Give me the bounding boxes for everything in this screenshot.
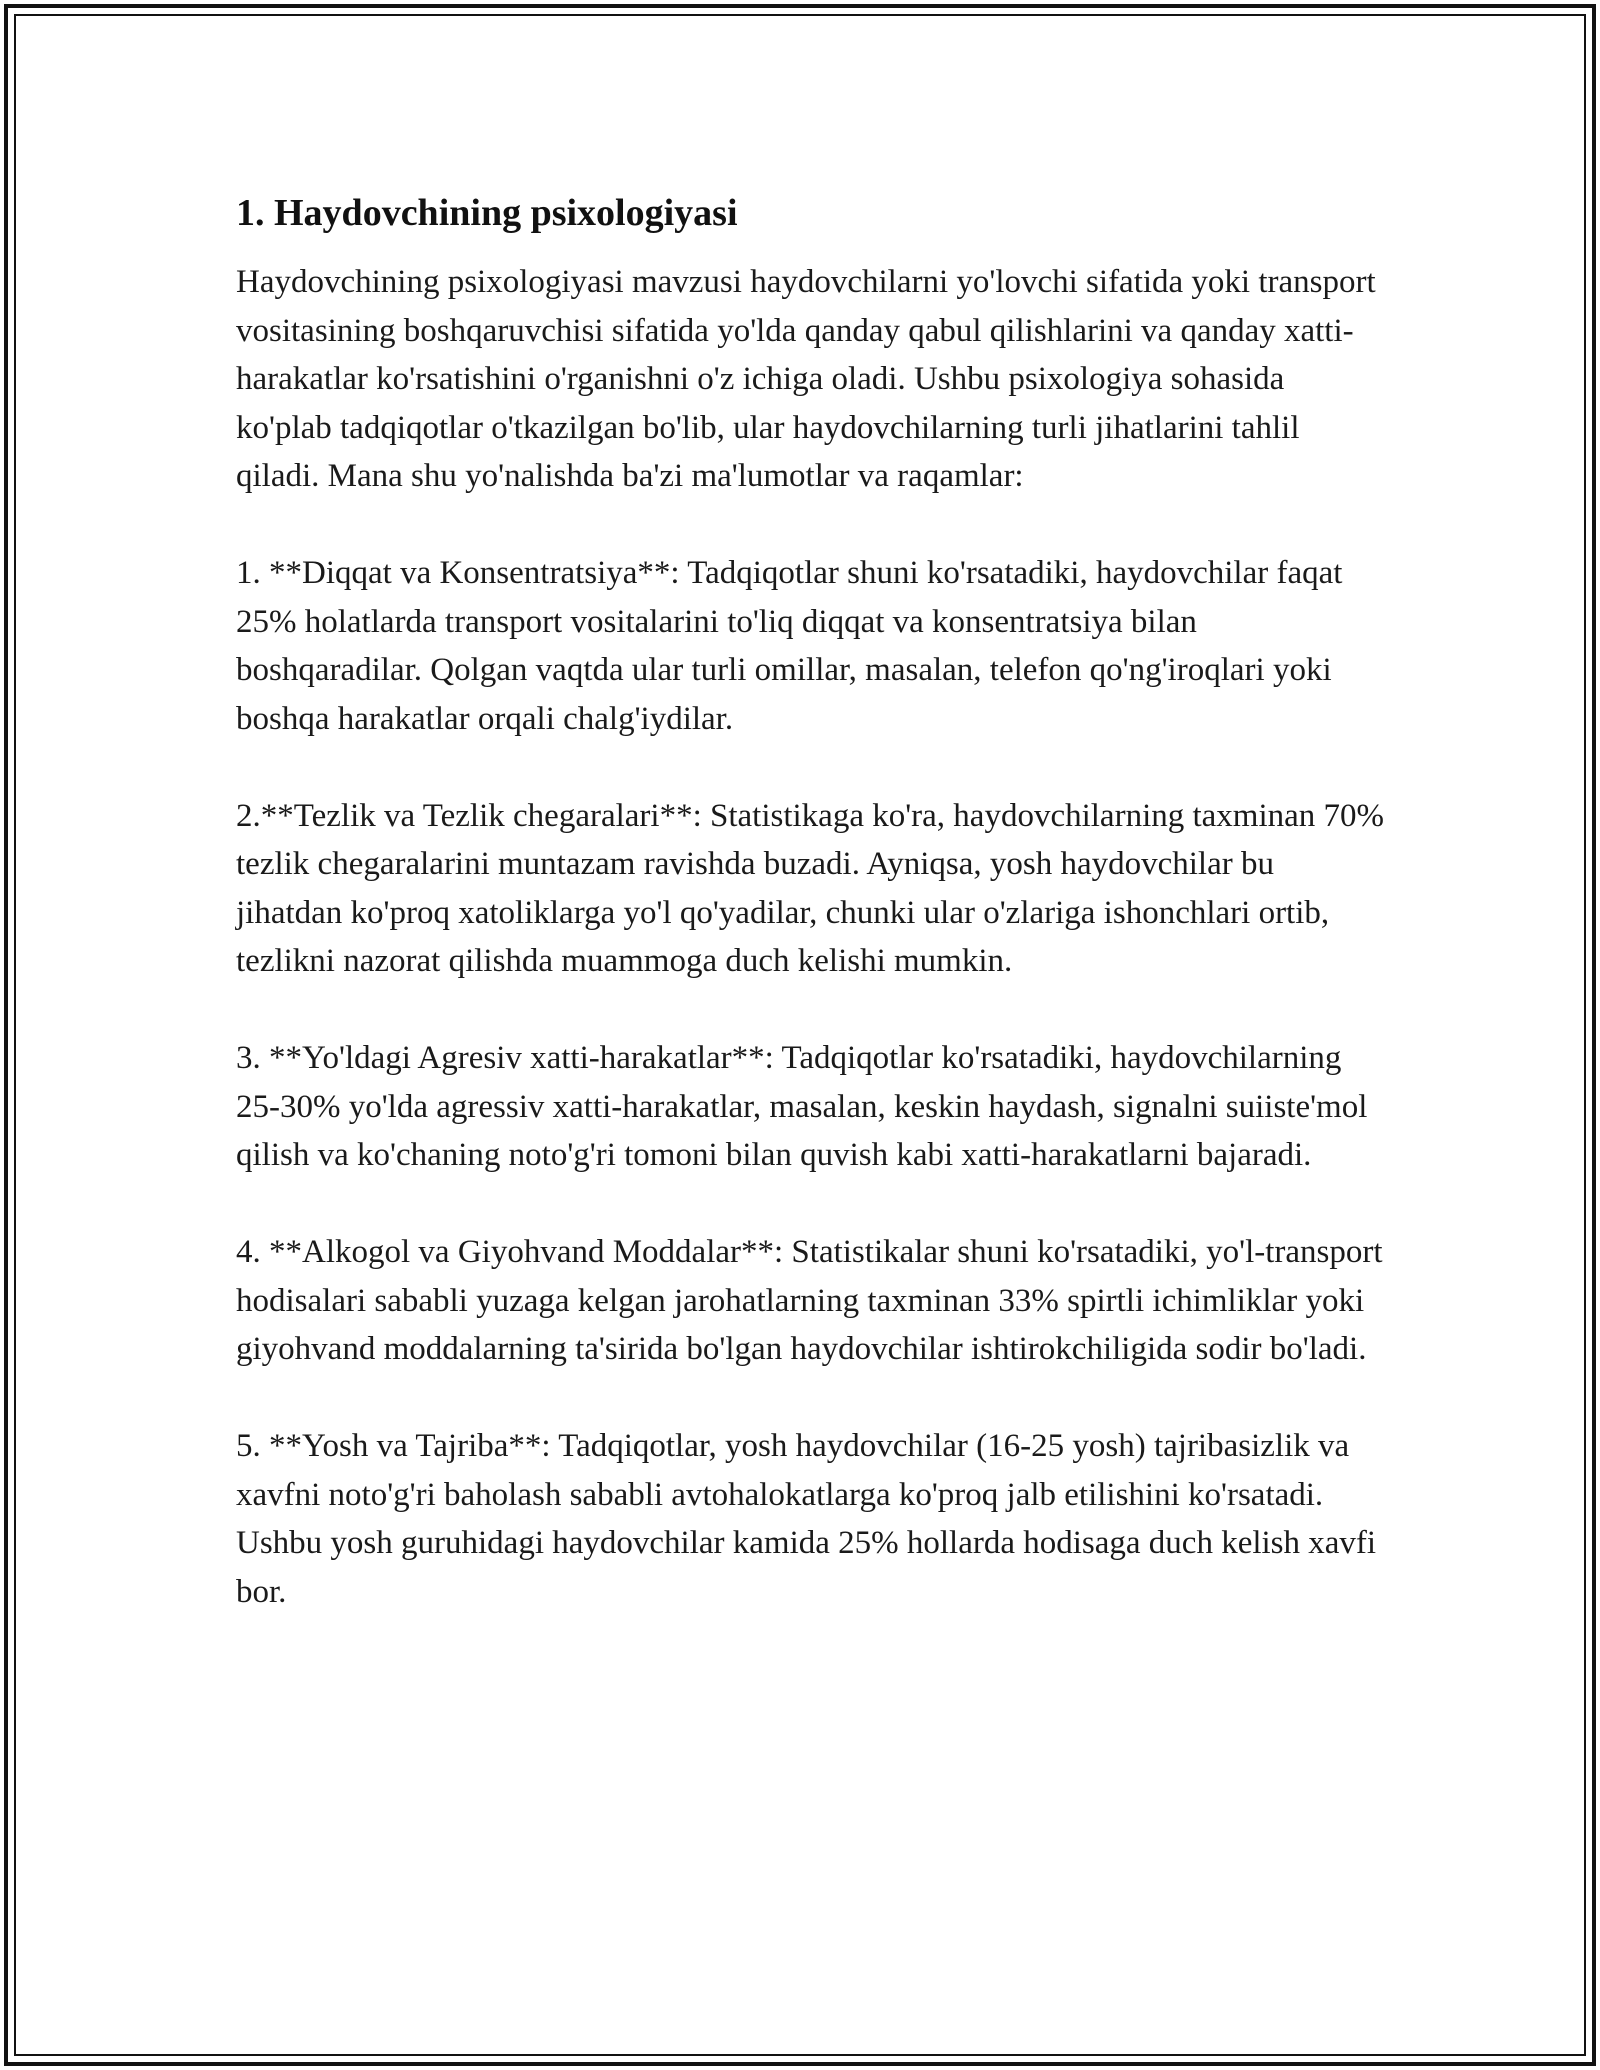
list-item-attention: 1. **Diqqat va Konsentratsiya**: Tadqiqotlar shuni ko'rsatadiki, haydovchilar faqat 25% holatlarda transport vositalarini to'liq diqqat va konsentratsiya bilan boshqaradilar. Qolgan vaqtda ular turli omillar, masalan, telefon qo'ng'iroqlari yoki boshqa harakatlar orqali chalg'iydilar. [236,555,1343,737]
list-item-speed: 2.**Tezlik va Tezlik chegaralari**: Statistikaga ko'ra, haydovchilarning taxminan 70% tezlik chegaralarini muntazam ravishda buzadi. Ayniqsa, yosh haydovchilar bu jihatdan ko'proq xatoliklarga yo'l qo'yadilar, chunki ular o'zlariga ishonchlari ortib, tezlikni nazorat qilishda muammoga duch kelishi mumkin. [236,797,1385,979]
section-heading: 1. Haydovchining psixologiyasi [236,192,738,234]
document-body [236,190,1386,1616]
list-item-aggression: 3. **Yo'ldagi Agresiv xatti-harakatlar**: Tadqiqotlar ko'rsatadiki, haydovchilarning 25-30% yo'lda agressiv xatti-harakatlar, masalan, keskin haydash, signalni suiiste'mol qilish va ko'chaning noto'g'ri tomoni bilan quvish kabi xatti-harakatlarni bajaradi. [236,1040,1368,1173]
list-item-age-experience: 5. **Yosh va Tajriba**: Tadqiqotlar, yosh haydovchilar (16-25 yosh) tajribasizlik va xavfni noto'g'ri baholash sababli avtohalokatlarga ko'proq jalb etilishini ko'rsatadi. Ushbu yosh guruhidagi haydovchilar kamida 25% hollarda hodisaga duch kelish xavfi bor. [236,1428,1377,1610]
list-item-alcohol: 4. **Alkogol va Giyohvand Moddalar**: Statistikalar shuni ko'rsatadiki, yo'l-transport hodisalari sababli yuzaga kelgan jarohatlarning taxminan 33% spirtli ichimliklar yoki giyohvand moddalarning ta'sirida bo'lgan haydovchilar ishtirokchiligida sodir bo'ladi. [236,1234,1383,1367]
intro-paragraph: Haydovchining psixologiyasi mavzusi haydovchilarni yo'lovchi sifatida yoki transport vositasining boshqaruvchisi sifatida yo'lda qanday qabul qilishlarini va qanday xatti-harakatlar ko'rsatishini o'rganishni o'z ichiga oladi. Ushbu psixologiya sohasida ko'plab tadqiqotlar o'tkazilgan bo'lib, ular haydovchilarning turli jihatlarini tahlil qiladi. Mana shu yo'nalishda ba'zi ma'lumotlar va raqamlar: [236,264,1376,494]
